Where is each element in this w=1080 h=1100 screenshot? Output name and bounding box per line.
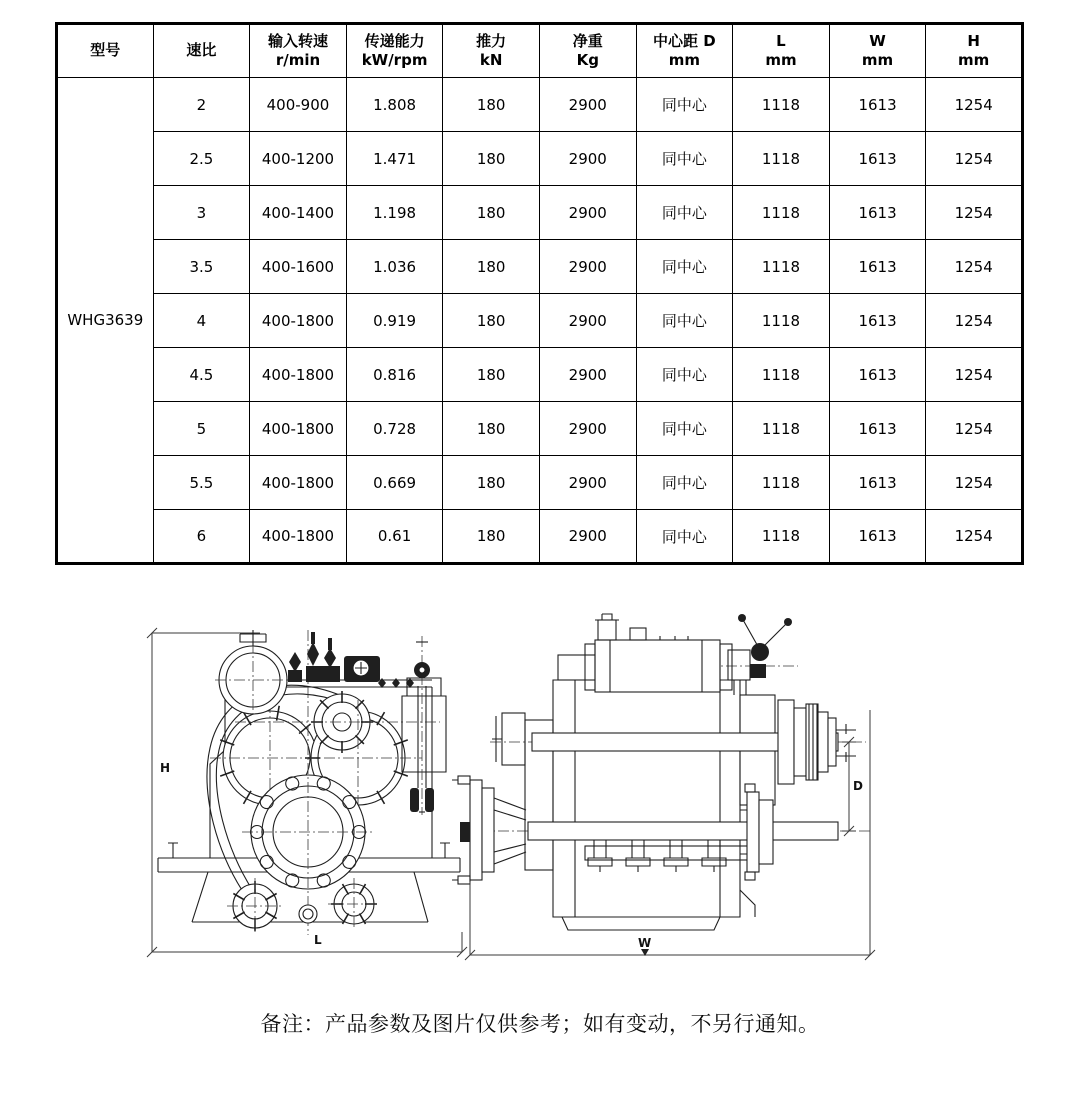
col-header-weight: [539, 24, 636, 78]
spec-cell: 3.5: [153, 240, 250, 294]
spec-cell: 180: [443, 510, 540, 564]
header-unit: kW/rpm: [361, 51, 428, 69]
col-header-model: [57, 24, 154, 78]
spec-cell: 400-1800: [250, 456, 347, 510]
spec-cell: 2.5: [153, 132, 250, 186]
spec-cell: 1118: [733, 78, 830, 132]
side-view-w-label: W: [638, 936, 652, 950]
header-unit: kN: [479, 51, 503, 69]
spec-cell: 5: [153, 402, 250, 456]
spec-cell: 1.471: [346, 132, 443, 186]
table-row: [57, 456, 1023, 510]
col-header-center-distance: [636, 24, 733, 78]
spec-cell: 1.808: [346, 78, 443, 132]
col-header-width: [829, 24, 926, 78]
col-header-capacity: [346, 24, 443, 78]
spec-cell: 1613: [829, 402, 926, 456]
col-header-ratio: [153, 24, 250, 78]
spec-cell: 1254: [926, 510, 1023, 564]
header-label: L: [776, 31, 786, 50]
spec-cell: 1118: [733, 402, 830, 456]
spec-cell: 0.61: [346, 510, 443, 564]
table-header: [57, 24, 1023, 78]
model-cell: WHG3639: [57, 78, 154, 564]
table-row: [57, 402, 1023, 456]
spec-cell: 1254: [926, 294, 1023, 348]
table-row: [57, 132, 1023, 186]
spec-cell: 4.5: [153, 348, 250, 402]
front-view-l-label: L: [314, 933, 322, 947]
header-unit: mm: [668, 51, 700, 69]
spec-cell: 1613: [829, 348, 926, 402]
spec-cell: 1.036: [346, 240, 443, 294]
spec-cell: 1118: [733, 510, 830, 564]
spec-cell: 2900: [539, 186, 636, 240]
spec-cell: 400-1400: [250, 186, 347, 240]
spec-cell: 同中心: [636, 456, 733, 510]
table-row: [57, 240, 1023, 294]
spec-cell: 0.816: [346, 348, 443, 402]
spec-cell: 180: [443, 348, 540, 402]
spec-cell: 1254: [926, 132, 1023, 186]
spec-cell: 同中心: [636, 348, 733, 402]
spec-cell: 1613: [829, 78, 926, 132]
spec-cell: 400-1600: [250, 240, 347, 294]
spec-cell: 180: [443, 186, 540, 240]
header-label: 传递能力: [364, 31, 425, 50]
spec-cell: 180: [443, 132, 540, 186]
spec-cell: 1254: [926, 186, 1023, 240]
header-label: 净重: [572, 31, 603, 50]
header-label: W: [869, 31, 886, 50]
col-header-thrust: [443, 24, 540, 78]
spec-cell: 2900: [539, 132, 636, 186]
spec-cell: 1118: [733, 348, 830, 402]
table-body: [57, 78, 1023, 564]
spec-cell: 180: [443, 402, 540, 456]
spec-cell: 2900: [539, 294, 636, 348]
spec-cell: 180: [443, 78, 540, 132]
spec-cell: 2900: [539, 456, 636, 510]
table-row: [57, 348, 1023, 402]
spec-cell: 5.5: [153, 456, 250, 510]
table-row: [57, 294, 1023, 348]
spec-cell: 1613: [829, 240, 926, 294]
spec-cell: 180: [443, 294, 540, 348]
spec-cell: 2900: [539, 348, 636, 402]
spec-cell: 1613: [829, 510, 926, 564]
spec-cell: 2: [153, 78, 250, 132]
spec-cell: 1118: [733, 456, 830, 510]
header-unit: mm: [765, 51, 797, 69]
side-view: [452, 614, 875, 960]
header-label: 中心距 D: [653, 31, 716, 50]
spec-cell: 1254: [926, 456, 1023, 510]
remark-note: 备注：产品参数及图片仅供参考；如有变动，不另行通知。: [260, 1012, 820, 1036]
table-row: [57, 78, 1023, 132]
col-header-height: [926, 24, 1023, 78]
spec-cell: 4: [153, 294, 250, 348]
table-row: [57, 186, 1023, 240]
spec-cell: 1613: [829, 186, 926, 240]
spec-cell: 400-900: [250, 78, 347, 132]
spec-cell: 0.919: [346, 294, 443, 348]
spec-cell: 2900: [539, 402, 636, 456]
spec-cell: 180: [443, 240, 540, 294]
spec-table: [55, 22, 1024, 565]
spec-cell: 1.198: [346, 186, 443, 240]
spec-cell: 1254: [926, 78, 1023, 132]
technical-drawing: [130, 600, 890, 980]
header-label: 推力: [476, 31, 507, 50]
col-header-length: [733, 24, 830, 78]
spec-cell: 同中心: [636, 402, 733, 456]
side-view-d-label: D: [853, 779, 863, 793]
spec-cell: 0.669: [346, 456, 443, 510]
spec-cell: 400-1800: [250, 510, 347, 564]
spec-cell: 2900: [539, 240, 636, 294]
spec-cell: 1613: [829, 456, 926, 510]
spec-cell: 1254: [926, 348, 1023, 402]
spec-cell: 1254: [926, 402, 1023, 456]
spec-cell: 同中心: [636, 510, 733, 564]
spec-cell: 同中心: [636, 186, 733, 240]
spec-cell: 1613: [829, 294, 926, 348]
header-unit: mm: [958, 51, 990, 69]
header-label: 速比: [186, 41, 217, 60]
spec-cell: 1118: [733, 294, 830, 348]
spec-cell: 3: [153, 186, 250, 240]
spec-cell: 同中心: [636, 78, 733, 132]
spec-cell: 6: [153, 510, 250, 564]
spec-cell: 400-1800: [250, 294, 347, 348]
header-unit: mm: [861, 51, 894, 69]
spec-cell: 400-1800: [250, 402, 347, 456]
header-unit: Kg: [576, 51, 599, 69]
spec-cell: 同中心: [636, 132, 733, 186]
spec-cell: 1254: [926, 240, 1023, 294]
spec-cell: 1118: [733, 186, 830, 240]
header-label: H: [967, 31, 980, 50]
spec-cell: 2900: [539, 510, 636, 564]
spec-cell: 1118: [733, 132, 830, 186]
spec-cell: 180: [443, 456, 540, 510]
spec-cell: 1118: [733, 240, 830, 294]
table-row: [57, 510, 1023, 564]
header-unit: r/min: [275, 51, 321, 69]
gearbox-drawing-svg: [130, 600, 890, 980]
header-row: [57, 24, 1023, 78]
front-view-h-label: H: [160, 761, 171, 775]
spec-cell: 同中心: [636, 294, 733, 348]
spec-cell: 400-1200: [250, 132, 347, 186]
spec-cell: 0.728: [346, 402, 443, 456]
header-label: 输入转速: [267, 31, 328, 50]
header-label: 型号: [90, 41, 121, 60]
spec-cell: 1613: [829, 132, 926, 186]
spec-cell: 同中心: [636, 240, 733, 294]
front-view: [147, 628, 467, 957]
col-header-input-speed: [250, 24, 347, 78]
spec-cell: 400-1800: [250, 348, 347, 402]
spec-cell: 2900: [539, 78, 636, 132]
